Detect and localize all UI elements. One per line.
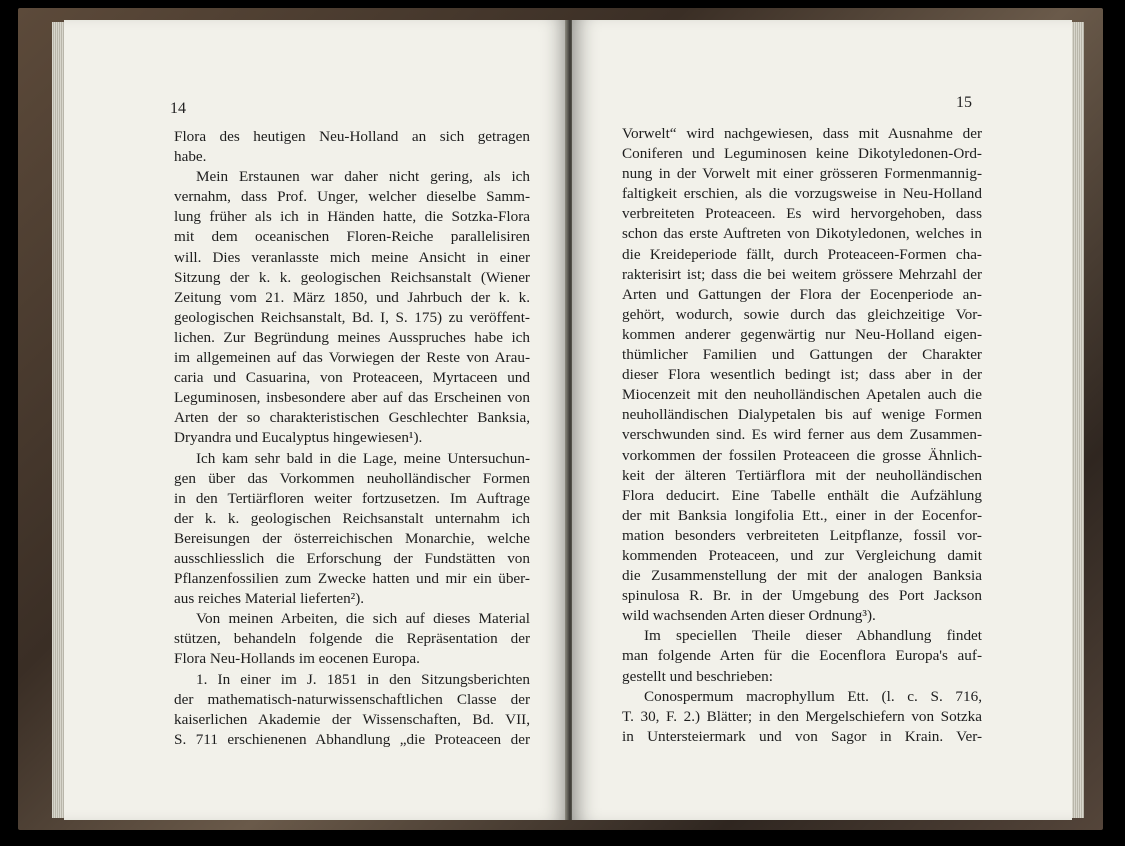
text-line: ausschliesslich die Erforschung der Fundstätten von (174, 549, 530, 567)
text-line: Conospermum macrophyllum Ett. (l. c. S. 716, (644, 687, 982, 705)
text-line: gehört, wodurch, sowie durch das gleichzeitige Vor- (622, 305, 982, 323)
text-line: Coniferen und Leguminosen keine Dikotyledonen-Ord- (622, 145, 982, 163)
left-page-number: 14 (170, 100, 186, 117)
text-line: caria und Casuarina, von Proteaceen, Myrtaceen und (174, 369, 530, 387)
right-page-number: 15 (956, 94, 972, 111)
text-line: in den Tertiärfloren weiter fortzusetzen. Im Auftrage (174, 489, 530, 507)
text-line: verbreiteten Proteaceen. Es wird hervorgehoben, dass (622, 205, 982, 223)
text-line: Zeitung vom 21. März 1850, und Jahrbuch der k. k. (174, 288, 530, 306)
text-line: mit dem oceanischen Floren-Reiche parallelisiren (174, 228, 530, 246)
text-line: Leguminosen, insbesondere aber auf das Erscheinen von (174, 389, 530, 407)
text-line: der mit Banksia longifolia Ett., einer in der Eocenfor- (622, 506, 982, 524)
text-line: dieser Flora wesentlich bedingt ist; dass aber in der (622, 366, 982, 384)
text-line: Flora deducirt. Eine Tabelle enthält die Aufzählung (622, 486, 982, 504)
text-line: will. Dies veranlasste mich meine Ansicht in einer (174, 248, 530, 266)
text-line: im allgemeinen auf das Vorwiegen der Reste von Arau- (174, 349, 530, 367)
text-line: Dryandra und Eucalyptus hingewiesen¹). (174, 429, 423, 447)
text-line: gen über das Vorkommen neuholländischer Formen (174, 469, 530, 487)
text-line: stützen, behandeln folgende die Repräsentation der (174, 630, 530, 648)
text-line: Mein Erstaunen war daher nicht gering, als ich (196, 168, 530, 186)
right-page (572, 20, 1072, 820)
text-line: wild wachsenden Arten dieser Ordnung³). (622, 607, 876, 625)
text-line: faltigkeit erschien, als die vorzugsweise in Neu-Holland (622, 185, 982, 203)
text-line: nung in der Vorwelt mit einer grösseren Formenmannig- (622, 165, 982, 183)
text-line: in Untersteiermark und von Sagor in Krain. Ver- (622, 727, 982, 745)
text-line: kommen anderer gegenwärtig nur Neu-Holland eigen- (622, 325, 982, 343)
text-line: Miocenzeit mit den neuholländischen Apetalen auch die (622, 386, 982, 404)
text-line: gestellt und beschrieben: (622, 667, 773, 685)
text-line: Vorwelt“ wird nachgewiesen, dass mit Ausnahme der (622, 125, 982, 142)
text-line: mation besonders verbreiteten Leitpflanze, fossil vor- (622, 526, 982, 544)
left-page (64, 20, 568, 820)
text-line: Flora Neu-Hollands im eocenen Europa. (174, 650, 420, 668)
text-line: kaiserlichen Akademie der Wissenschaften, Bd. VII, (174, 710, 530, 728)
text-line: Von meinen Arbeiten, die sich auf dieses Material (196, 610, 530, 628)
text-line: aus reiches Material lieferten²). (174, 590, 365, 608)
text-line: vorkommen der fossilen Proteaceen die grosse Ähnlich- (622, 446, 982, 464)
text-line: 1. In einer im J. 1851 in den Sitzungsberichten (196, 670, 530, 688)
right-page-edges (1070, 22, 1084, 818)
text-line: Arten der so charakteristischen Geschlechter Banksia, (174, 409, 530, 427)
right-page-text (622, 124, 982, 747)
text-line: thümlicher Familien und Gattungen der Charakter (622, 346, 982, 364)
text-line: Im speciellen Theile dieser Abhandlung findet (644, 627, 982, 645)
text-line: spinulosa R. Br. in der Umgebung des Port Jackson (622, 587, 982, 605)
text-line: Flora des heutigen Neu-Holland an sich getragen (174, 128, 530, 145)
text-line: neuholländischen Dialypetalen bis auf wenige Formen (622, 406, 982, 424)
text-line: der k. k. geologischen Reichsanstalt unternahm ich (174, 509, 530, 527)
left-page-text (174, 127, 530, 750)
text-line: kommenden Proteaceen, und zur Vergleichung damit (622, 546, 982, 564)
text-line: Arten und Gattungen der Flora der Eocenperiode an- (622, 285, 982, 303)
text-line: habe. (174, 148, 207, 166)
text-line: die Zusammenstellung der mit der analogen Banksia (622, 567, 982, 585)
text-line: lichen. Zur Begründung meines Ausspruches habe ich (174, 328, 530, 346)
text-line: T. 30, F. 2.) Blätter; in den Mergelschiefern von Sotzka (622, 707, 982, 725)
text-line: vernahm, dass Prof. Unger, welcher dieselbe Samm- (174, 188, 530, 206)
text-line: rakterisirt ist; dass die bei weitem grössere Mehrzahl der (622, 265, 982, 283)
text-line: keit der älteren Tertiärflora mit der neuholländischen (622, 466, 982, 484)
text-line: Pflanzenfossilien zum Zwecke hatten und mir ein über- (174, 570, 530, 588)
text-line: verschwunden sind. Es wird ferner aus dem Zusammen- (622, 426, 982, 444)
text-line: S. 711 erschienenen Abhandlung „die Proteaceen der (174, 730, 530, 748)
text-line: die Kreideperiode fällt, durch Proteaceen-Formen cha- (622, 245, 982, 263)
text-line: schon das erste Auftreten von Dikotyledonen, welches in (622, 225, 982, 243)
text-line: geologischen Reichsanstalt, Bd. I, S. 175) zu veröffent- (174, 308, 530, 326)
text-line: Bereisungen der österreichischen Monarchie, welche (174, 529, 530, 547)
text-line: Ich kam sehr bald in die Lage, meine Untersuchun- (196, 449, 530, 467)
text-line: man folgende Arten für die Eocenflora Europa's auf- (622, 647, 982, 665)
text-line: lung früher als ich in Händen hatte, die Sotzka-Flora (174, 208, 530, 226)
text-line: Sitzung der k. k. geologischen Reichsanstalt (Wiener (174, 268, 530, 286)
text-line: der mathematisch-naturwissenschaftlichen Classe der (174, 690, 530, 708)
